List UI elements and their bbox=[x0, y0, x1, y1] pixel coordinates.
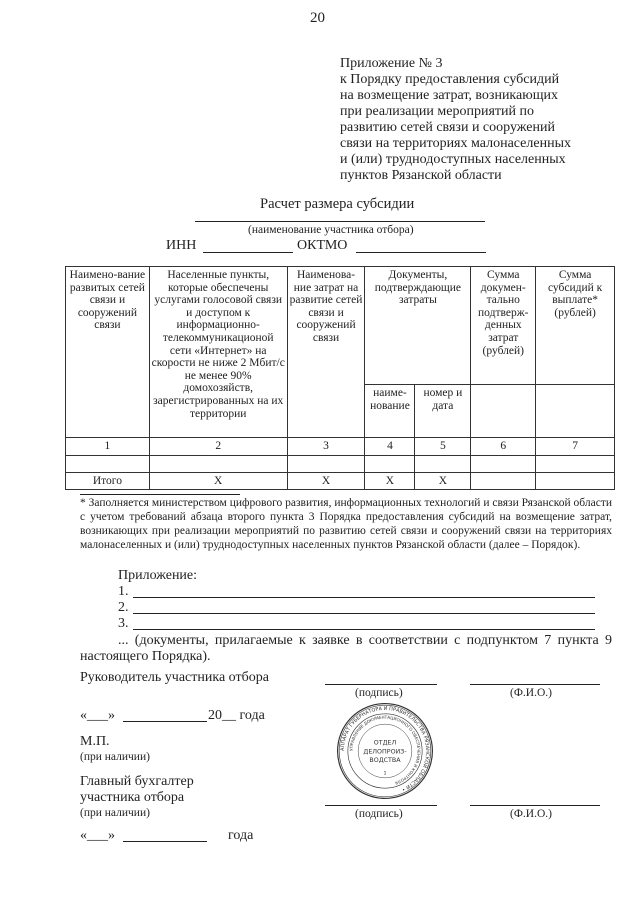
footnote-divider bbox=[80, 494, 240, 495]
svg-text:УПРАВЛЕНИЕ ДОКУМЕНТАЦИОННОГО О: УПРАВЛЕНИЕ ДОКУМЕНТАЦИОННОГО ОБЕСПЕЧЕНИЯ И КОНТРОЛЯ bbox=[348, 714, 422, 786]
head-name-field[interactable] bbox=[470, 684, 600, 685]
total-label: Итого bbox=[66, 472, 150, 490]
svg-text:ВОДСТВА: ВОДСТВА bbox=[369, 757, 401, 765]
svg-text:1: 1 bbox=[383, 771, 387, 777]
appendix-line: при реализации мероприятий по bbox=[340, 104, 534, 119]
appendix-line: развитию сетей связи и сооружений bbox=[340, 120, 555, 135]
participant-name-field[interactable] bbox=[195, 221, 485, 222]
date-day-2[interactable]: «___» bbox=[80, 828, 115, 843]
appendix-block bbox=[340, 56, 620, 184]
subheader-doc-name: наиме-нование bbox=[365, 385, 415, 438]
column-number: 1 bbox=[66, 438, 150, 456]
attachments-note: ... (документы, прилагаемые к заявке в соответствии с подпунктом 7 пункта 9 настоящего Порядка). bbox=[80, 633, 612, 664]
header-documents: Документы, подтверждающие затраты bbox=[365, 267, 471, 385]
signature-caption: (подпись) bbox=[355, 808, 403, 820]
date-month-field[interactable] bbox=[123, 721, 207, 722]
table-cell[interactable] bbox=[66, 455, 150, 472]
header-cost-name: Наименова-ние затрат на развитие сетей связи и сооружений связи bbox=[287, 267, 365, 438]
name-caption: (Ф.И.О.) bbox=[510, 687, 552, 699]
total-row bbox=[66, 472, 615, 490]
appendix-line: и (или) труднодоступных населенных bbox=[340, 152, 566, 167]
subheader-doc-number-date: номер и дата bbox=[415, 385, 471, 438]
date-month-field-2[interactable] bbox=[123, 841, 207, 842]
seal-if-any: (при наличии) bbox=[80, 751, 150, 763]
table-cell[interactable] bbox=[536, 455, 615, 472]
column-number: 2 bbox=[149, 438, 287, 456]
oktmo-field[interactable] bbox=[356, 252, 486, 253]
column-number: 5 bbox=[415, 438, 471, 456]
attachments-label: Приложение: bbox=[118, 568, 198, 583]
name-caption: (Ф.И.О.) bbox=[510, 808, 552, 820]
date-year-2: года bbox=[228, 828, 254, 843]
footnote: * Заполняется министерством цифрового развития, информационных технологий и связи Рязанской области с учетом требований абзаца второго пункта 3 Порядка предоставления субсидий на возмещение затрат, возникающих при реализации мероприятий по развитию сетей связи и сооружений связи на территориях малонаселенных и (или) труднодоступных населенных пунктов Рязанской области (далее – Порядок). bbox=[80, 497, 612, 551]
svg-text:ДЕЛОПРОИЗ-: ДЕЛОПРОИЗ- bbox=[363, 748, 407, 756]
appendix-line: к Порядку предоставления субсидий bbox=[340, 72, 560, 87]
date-day[interactable]: «___» bbox=[80, 708, 115, 723]
attachment-field-2[interactable] bbox=[133, 613, 595, 614]
column-number: 3 bbox=[287, 438, 365, 456]
table-cell[interactable] bbox=[149, 455, 287, 472]
svg-text:АППАРАТ ГУБЕРНАТОРА И ПРАВИТЕЛ: АППАРАТ ГУБЕРНАТОРА И ПРАВИТЕЛЬСТВА РЯЗАНСКОЙ ОБЛАСТИ • bbox=[339, 705, 431, 793]
subsidy-table bbox=[65, 266, 615, 490]
appendix-line: связи на территориях малонаселенных bbox=[340, 136, 571, 151]
total-cell: X bbox=[415, 472, 471, 490]
header-network-name: Наимено-вание развитых сетей связи и сооружений связи bbox=[66, 267, 150, 438]
oktmo-label: ОКТМО bbox=[297, 238, 348, 253]
date-year: 20__ года bbox=[208, 708, 265, 723]
table-cell[interactable] bbox=[415, 455, 471, 472]
column-number: 6 bbox=[471, 438, 536, 456]
column-number-row bbox=[66, 438, 615, 456]
accountant-name-field[interactable] bbox=[470, 805, 600, 806]
participant-caption: (наименование участника отбора) bbox=[248, 224, 414, 236]
header-documented-sum: Сумма докумен-тально подтверж-денных затрат (рублей) bbox=[471, 267, 536, 385]
appendix-line: на возмещение затрат, возникающих bbox=[340, 88, 558, 103]
accountant-if-any: (при наличии) bbox=[80, 807, 150, 819]
attachment-field-1[interactable] bbox=[133, 597, 595, 598]
attachment-number: 3. bbox=[118, 616, 129, 631]
inn-label: ИНН bbox=[166, 238, 197, 253]
head-label: Руководитель участника отбора bbox=[80, 670, 269, 685]
total-cell: X bbox=[287, 472, 365, 490]
table-cell[interactable] bbox=[287, 455, 365, 472]
official-stamp bbox=[336, 702, 434, 800]
table-cell[interactable] bbox=[365, 455, 415, 472]
signature-caption: (подпись) bbox=[355, 687, 403, 699]
accountant-label: Главный бухгалтер bbox=[80, 774, 194, 789]
accountant-label-2: участника отбора bbox=[80, 790, 185, 805]
head-signature-field[interactable] bbox=[325, 684, 437, 685]
svg-text:ОТДЕЛ: ОТДЕЛ bbox=[373, 739, 397, 747]
table-row bbox=[66, 455, 615, 472]
total-cell[interactable] bbox=[471, 472, 536, 490]
document-title: Расчет размера субсидии bbox=[260, 196, 415, 212]
inn-field[interactable] bbox=[203, 252, 293, 253]
attachment-field-3[interactable] bbox=[133, 629, 595, 630]
column-number: 4 bbox=[365, 438, 415, 456]
attachment-number: 2. bbox=[118, 600, 129, 615]
appendix-line: пунктов Рязанской области bbox=[340, 168, 502, 183]
appendix-title: Приложение № 3 bbox=[340, 56, 443, 71]
total-cell[interactable] bbox=[536, 472, 615, 490]
page-number: 20 bbox=[310, 10, 325, 26]
table-cell[interactable] bbox=[471, 455, 536, 472]
attachment-number: 1. bbox=[118, 584, 129, 599]
header-settlements: Населенные пункты, которые обеспечены услугами голосовой связи и доступом к информационно-телекоммуникационой сети «Интернет» на скорости не ниже 2 Мбит/с не менее 90% домохозяйств, зарегистрированных на их территории bbox=[149, 267, 287, 438]
header-subsidy-sum: Сумма субсидий к выплате* (рублей) bbox=[536, 267, 615, 385]
accountant-signature-field[interactable] bbox=[325, 805, 437, 806]
total-cell: X bbox=[149, 472, 287, 490]
column-number: 7 bbox=[536, 438, 615, 456]
total-cell: X bbox=[365, 472, 415, 490]
seal-label: М.П. bbox=[80, 734, 110, 749]
